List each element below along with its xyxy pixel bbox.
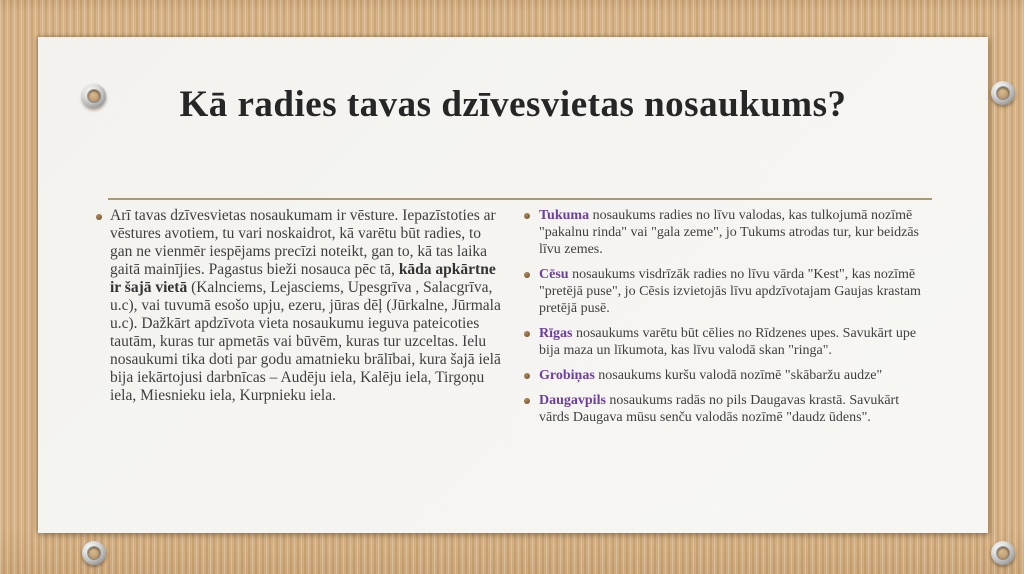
left-text-before: Arī tavas dzīvesvietas nosaukumam ir vēsture. Iepazīstoties ar vēstures avotiem, tu vari noskaidrot, kā varētu būt radies, to gan ne vienmēr iespējams precīzi noteikt, gan to, kā tas laika gaitā mainījies. Pagastus bieži nosauca pēc tā,	[110, 207, 496, 279]
bullet-paragraph	[539, 207, 932, 258]
bullet-icon	[524, 331, 530, 337]
grommet-icon-bottom-right	[991, 541, 1015, 565]
left-column	[88, 207, 507, 405]
place-name: Daugavpils	[539, 393, 606, 409]
bullet-text: nosaukums visdrīzāk radies no līvu vārda "Kest", kas nozīmē "pretējā puse", jo Cēsis izvietojās līvu apdzīvotajam Gaujas krastam pretējā pusē.	[539, 267, 921, 317]
bullet-paragraph	[539, 392, 932, 426]
right-bullet-list	[515, 207, 932, 426]
content-columns	[38, 200, 988, 434]
left-paragraph	[110, 207, 507, 405]
bullet-text: nosaukums radās no pils Daugavas krastā. Savukārt vārds Daugava mūsu senču valodās nozīmē "daudz ūdens".	[539, 393, 900, 426]
bullet-icon	[524, 213, 530, 219]
grommet-icon-top-left	[82, 84, 106, 108]
bullet-paragraph	[539, 266, 932, 317]
place-name: Rīgas	[539, 326, 573, 342]
slide-title: Kā radies tavas dzīvesvietas nosaukums?	[179, 84, 847, 125]
list-item	[515, 266, 932, 317]
grommet-icon-top-right	[991, 81, 1015, 105]
list-item	[515, 367, 932, 384]
left-bullet-list	[88, 207, 507, 405]
grommet-icon-bottom-left	[82, 541, 106, 565]
right-column	[515, 207, 932, 434]
bullet-text: nosaukums radies no līvu valodas, kas tulkojumā nozīmē "pakalnu rinda" vai "gala zeme", jo Tukums atrodas tur, kur beidzās līvu zemes.	[539, 208, 919, 258]
bullet-icon	[96, 214, 102, 220]
place-name: Tukuma	[539, 208, 590, 224]
bullet-text: nosaukums kuršu valodā nozīmē "skābaržu audze"	[594, 368, 883, 384]
list-item	[515, 207, 932, 258]
left-text-after: (Kalnciems, Lejasciems, Upesgrīva , Salacgrīva, u.c), vai tuvumā esošo upju, ezeru, jūras dēļ (Jūrkalne, Jūrmala u.c). Dažkārt apdzīvota vieta nosaukumu ieguva pateicoties tautām, kuras tur apmetās vai būvēm, kuras tur uzceltas. Ielu nosaukumi tika doti par godu amatnieku brālībai, kura šajā ielā bija iekārtojusi darbnīcas – Audēju iela, Kalēju iela, Tirgoņu iela, Miesnieku iela, Kurpnieku iela.	[110, 279, 501, 405]
list-item	[88, 207, 507, 405]
slide-card	[38, 37, 988, 533]
bullet-paragraph	[539, 367, 932, 384]
left-text-bold: kāda apkārtne ir šajā vietā	[110, 261, 496, 297]
place-name: Cēsu	[539, 267, 569, 283]
bullet-icon	[524, 272, 530, 278]
list-item	[515, 392, 932, 426]
place-name: Grobiņas	[539, 368, 595, 384]
bullet-paragraph	[539, 325, 932, 359]
bullet-text: nosaukums varētu būt cēlies no Rīdzenes upes. Savukārt upe bija maza un līkumota, kas līvu valodā skan "ringa".	[539, 326, 917, 359]
bullet-icon	[524, 373, 530, 379]
bullet-icon	[524, 398, 530, 404]
list-item	[515, 325, 932, 359]
